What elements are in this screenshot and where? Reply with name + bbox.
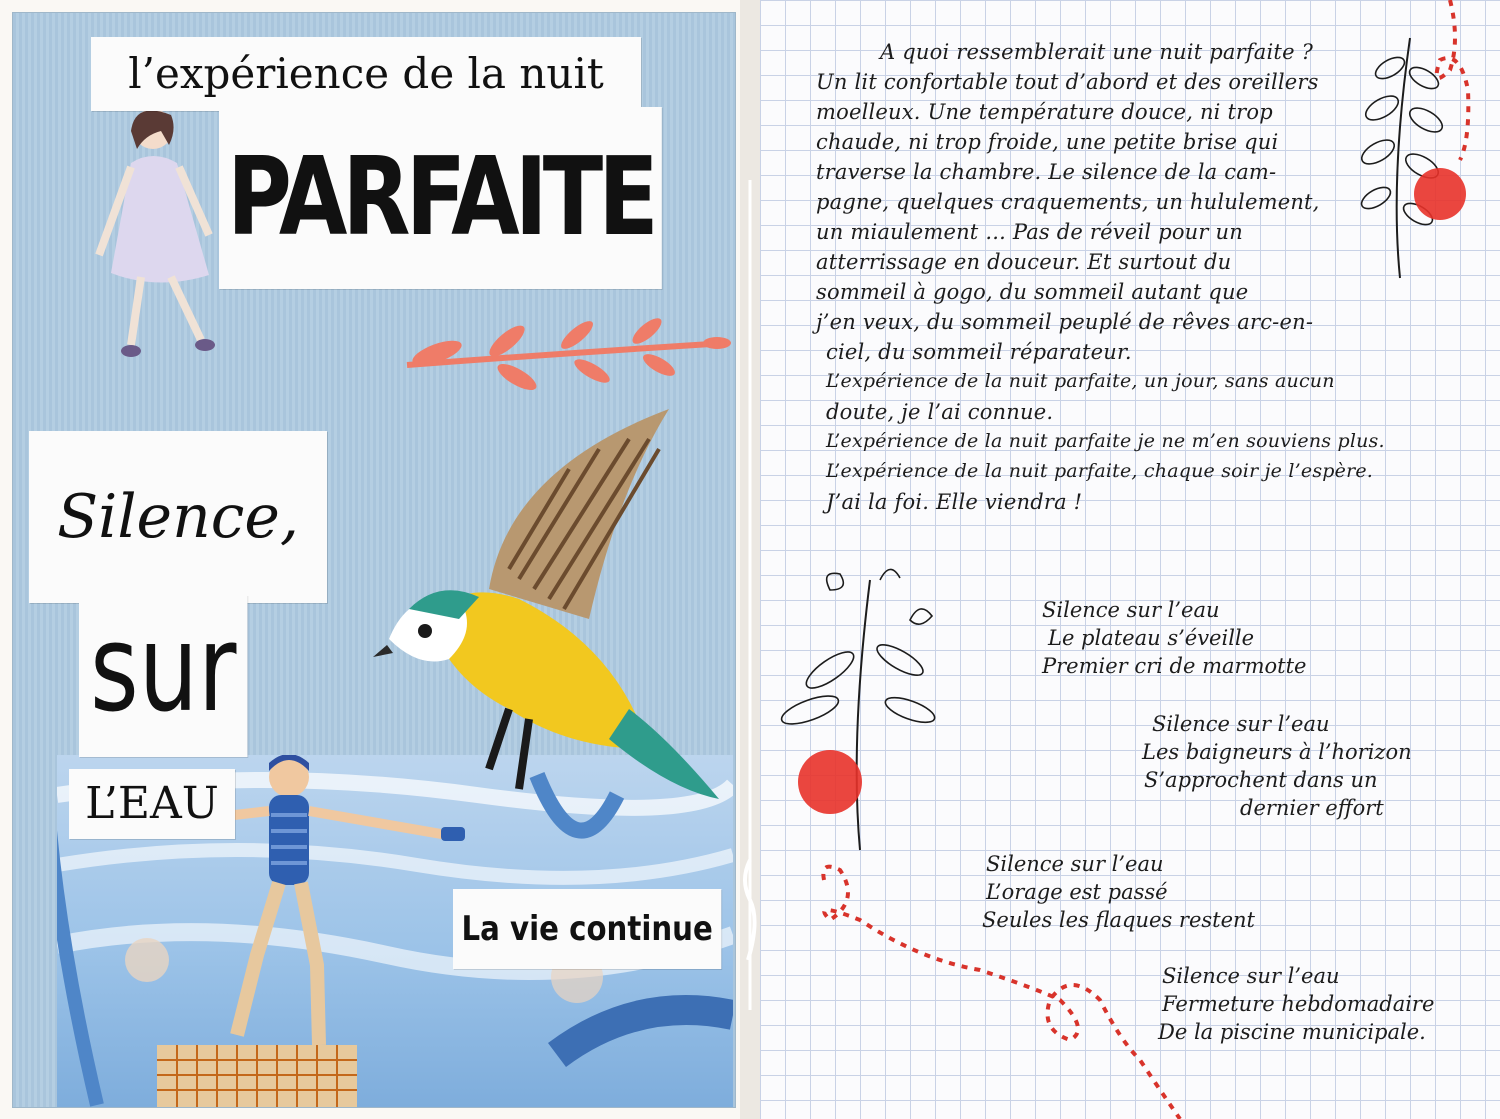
prose-line: L’expérience de la nuit parfaite, chaque soir je l’espère.	[826, 460, 1374, 482]
prose-line: J’ai la foi. Elle viendra !	[826, 490, 1083, 514]
prose-line: ciel, du sommeil réparateur.	[826, 340, 1132, 364]
prose-line: doute, je l’ai connue.	[826, 400, 1054, 424]
left-page	[0, 0, 748, 1119]
haiku-line: L’orage est passé	[986, 880, 1168, 904]
silence-clipping: Silence,	[29, 431, 327, 603]
prose-line: A quoi ressemblerait une nuit parfaite ?	[880, 40, 1314, 64]
prose-line: traverse la chambre. Le silence de la cam-	[816, 160, 1277, 184]
prose-line: un miaulement ... Pas de réveil pour un	[816, 220, 1243, 244]
prose-line: sommeil à gogo, du sommeil autant que	[816, 280, 1249, 304]
prose-line: pagne, quelques craquements, un hululement,	[816, 190, 1320, 214]
haiku-line: Seules les flaques restent	[982, 908, 1255, 932]
haiku-line: Silence sur l’eau	[1152, 712, 1330, 736]
haiku-line: Premier cri de marmotte	[1042, 654, 1307, 678]
sur-clipping: sur	[79, 595, 247, 757]
haiku-line: Silence sur l’eau	[1042, 598, 1220, 622]
haiku-line: S’approchent dans un	[1144, 768, 1378, 792]
prose-line: Un lit confortable tout d’abord et des oreillers	[816, 70, 1319, 94]
haiku-line: Silence sur l’eau	[1162, 964, 1340, 988]
prose-line: L’expérience de la nuit parfaite, un jour, sans aucun	[826, 370, 1335, 392]
haiku-line: De la piscine municipale.	[1158, 1020, 1426, 1044]
bird-illustration	[369, 409, 719, 829]
leau-clipping: L’EAU	[69, 769, 235, 839]
prose-line: j’en veux, du sommeil peuplé de rêves arc-en-	[816, 310, 1314, 334]
haiku-line: dernier effort	[1240, 796, 1384, 820]
haiku-line: Le plateau s’éveille	[1048, 626, 1255, 650]
tagline-clipping: La vie continue	[453, 889, 721, 969]
haiku-line: Les baigneurs à l’horizon	[1142, 740, 1412, 764]
prose-line: chaude, ni trop froide, une petite brise qui	[816, 130, 1279, 154]
coral-branch-illustration	[397, 313, 736, 403]
headline-clipping: PARFAITE	[219, 107, 662, 289]
collage-card	[12, 12, 736, 1108]
prose-line: moelleux. Une température douce, ni trop	[816, 100, 1273, 124]
haiku-line: Fermeture hebdomadaire	[1162, 992, 1435, 1016]
prose-line: L’expérience de la nuit parfaite je ne m’en souviens plus.	[826, 430, 1385, 452]
right-page	[760, 0, 1500, 1119]
binding-thread	[740, 0, 760, 1119]
title-clipping: l’expérience de la nuit	[91, 37, 641, 111]
haiku-line: Silence sur l’eau	[986, 852, 1164, 876]
prose-line: atterrissage en douceur. Et surtout du	[816, 250, 1232, 274]
